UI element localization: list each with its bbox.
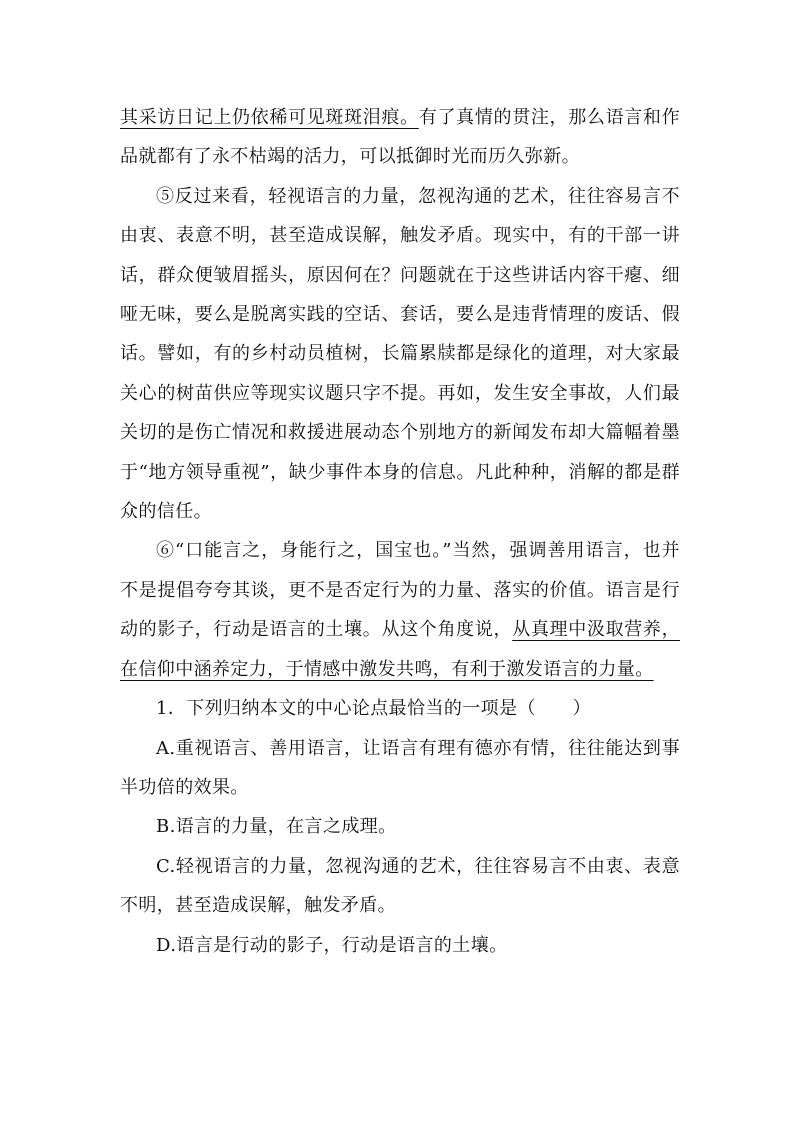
option-b[interactable]: B.语言的力量，在言之成理。 [156, 816, 397, 838]
underlined-sentence: 其采访日记上仍依稀可见斑斑泪痕。 [120, 107, 419, 128]
paragraph-4-rest: 有了真情的贯注，那么语言和作品就都有了永不枯竭的活力，可以抵御时光而历久弥新。 [120, 107, 680, 168]
option-d[interactable]: D.语言是行动的影子，行动是语言的土壤。 [156, 934, 508, 956]
paragraph-6 [120, 531, 680, 689]
question-stem: 1．下列归纳本文的中心论点最恰当的一项是（ ） [156, 698, 592, 720]
underlined-conclusion: 从真理中汲取营养，在信仰中涵养定力，于情感中激发共鸣，有利于激发语言的力量。 [120, 619, 680, 680]
option-a[interactable]: A.重视语言、善用语言，让语言有理有德亦有情，往往能达到事半功倍的效果。 [120, 737, 680, 798]
paragraph-5: ⑤反过来看，轻视语言的力量，忽视沟通的艺术，往往容易言不由衷、表意不明，甚至造成误解，触发矛盾。现实中，有的干部一讲话，群众便皱眉摇头，原因何在？问题就在于这些讲话内容干瘪、细哑无味，要么是脱离实践的空话、套话，要么是违背情理的废话、假话。譬如，有的乡村动员植树，长篇累牍都是绿化的道理，对大家最关心的树苗供应等现实议题只字不提。再如，发生安全事故，人们最关切的是伤亡情况和救援进展动态个别地方的新闻发布却大篇幅着墨于“地方领导重视”，缺少事件本身的信息。凡此种种，消解的都是群众的信任。 [120, 185, 680, 523]
document-body [120, 98, 680, 965]
option-c[interactable]: C.轻视语言的力量，忽视沟通的艺术，往往容易言不由衷、表意不明，甚至造成误解，触发矛盾。 [120, 855, 680, 917]
paragraph-4-tail [120, 98, 680, 177]
paragraph-6-text: ⑥“口能言之，身能行之，国宝也。”当然，强调善用语言，也并不是提倡夸夸其谈，更不是否定行为的力量、落实的价值。语言是行动的影子，行动是语言的土壤。从这个角度说， [120, 540, 680, 641]
